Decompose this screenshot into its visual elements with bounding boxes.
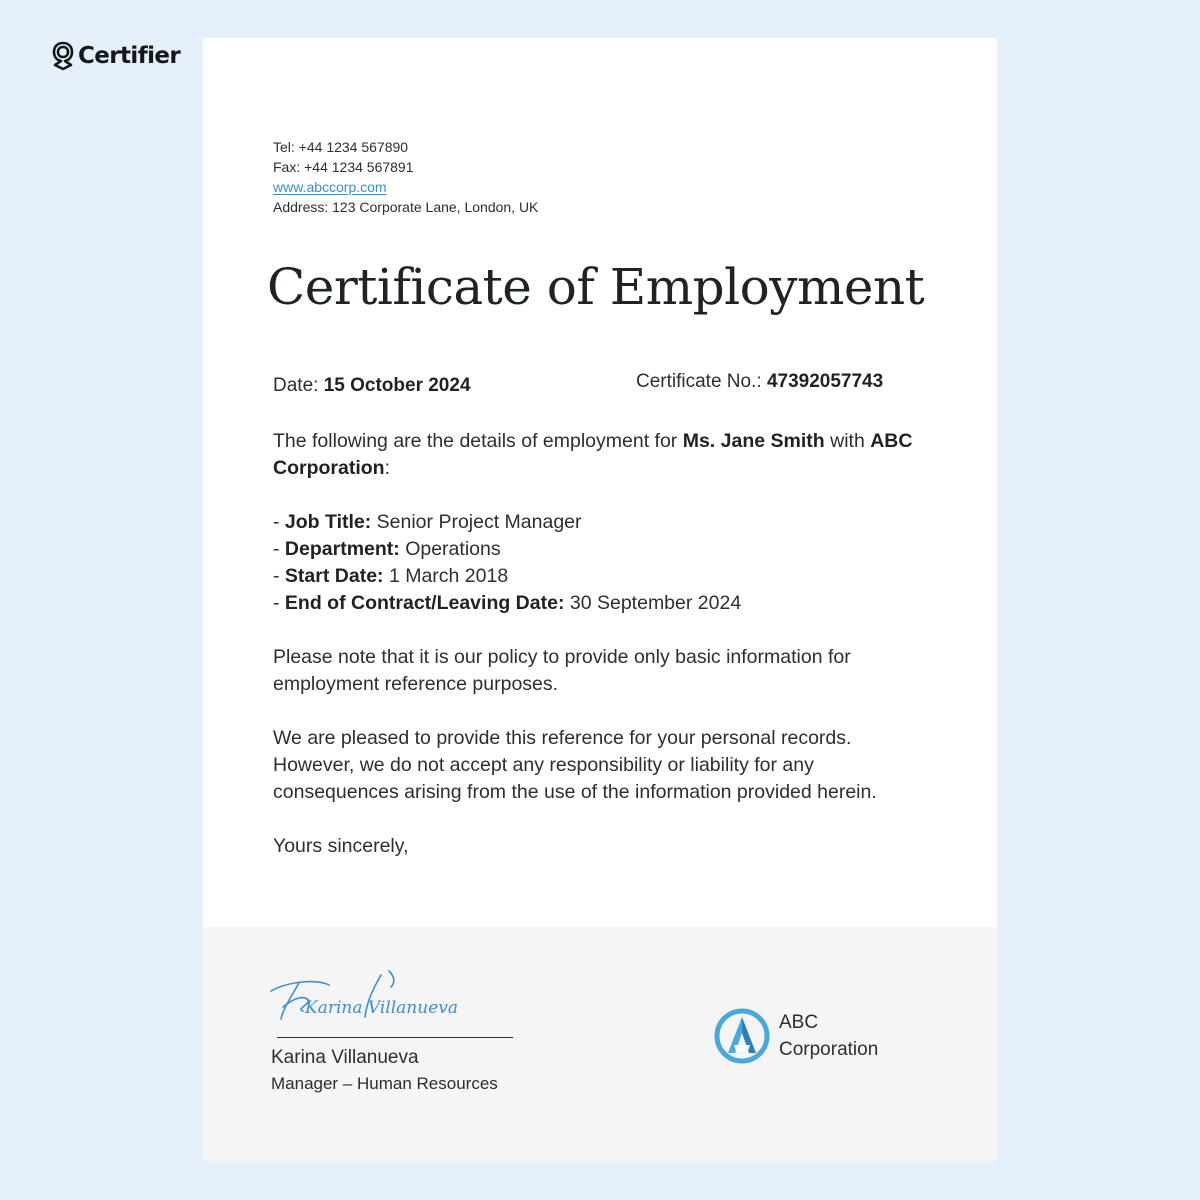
detail-value: Senior Project Manager	[376, 511, 582, 533]
page-title: Certificate of Employment	[267, 258, 925, 316]
abc-logo-icon	[713, 1007, 771, 1065]
letter-body	[273, 428, 933, 887]
detail-label: End of Contract/Leaving Date:	[284, 592, 565, 614]
intro-paragraph	[273, 428, 933, 482]
signer-name: Karina Villanueva	[271, 1047, 419, 1068]
closing: Yours sincerely,	[273, 835, 409, 857]
contact-address: Address: 123 Corporate Lane, London, UK	[273, 199, 539, 215]
contact-tel: Tel: +44 1234 567890	[273, 139, 409, 155]
detail-label: Start Date:	[284, 565, 384, 587]
detail-label: Department:	[284, 538, 400, 560]
signer-role: Manager – Human Resources	[271, 1074, 498, 1093]
certificate-value: 47392057743	[766, 371, 884, 392]
certificate-number	[636, 371, 883, 393]
organization-line2: Corporation	[779, 1039, 879, 1060]
contact-block	[273, 137, 538, 217]
disclaimer: We are pleased to provide this reference for your personal records. However, we do not accept any responsibility or liability for any consequences arising from the use of the information provided herein.	[273, 727, 877, 803]
company-name: ABC Corporation	[273, 430, 913, 479]
date-label: Date:	[273, 375, 319, 396]
date-value: 15 October 2024	[323, 375, 471, 396]
employee-name: Ms. Jane Smith	[682, 430, 825, 452]
policy-note: Please note that it is our policy to provide only basic information for employment reference purposes.	[273, 646, 851, 695]
details-list	[273, 509, 933, 617]
detail-item: - End of Contract/Leaving Date: 30 September 2024	[273, 592, 742, 614]
certifier-logo-icon	[52, 41, 74, 71]
brand-name: Certifier	[78, 43, 181, 69]
detail-item: - Start Date: 1 March 2018	[273, 565, 509, 587]
organization-name	[779, 1009, 878, 1063]
detail-item: - Department: Operations	[273, 538, 501, 560]
intro-text-middle: with	[830, 430, 865, 452]
detail-item: - Job Title: Senior Project Manager	[273, 511, 582, 533]
intro-text-after: :	[384, 457, 390, 479]
organization-logo	[713, 1007, 878, 1065]
signature-line	[277, 1037, 513, 1038]
website-link[interactable]: www.abccorp.com	[273, 179, 387, 195]
certificate-label: Certificate No.:	[636, 371, 762, 392]
detail-value: Operations	[405, 538, 501, 560]
signature-text: Karina Villanueva	[305, 998, 459, 1018]
certifier-brand	[52, 41, 180, 71]
intro-text-before: The following are the details of employment for	[273, 430, 678, 452]
detail-value: 1 March 2018	[388, 565, 509, 587]
signature-graphic	[269, 967, 499, 1027]
detail-label: Job Title:	[284, 511, 372, 533]
contact-fax: Fax: +44 1234 567891	[273, 159, 414, 175]
detail-value: 30 September 2024	[569, 592, 742, 614]
signature-footer	[203, 927, 997, 1161]
certificate-document	[203, 38, 997, 1161]
organization-line1: ABC	[779, 1012, 819, 1033]
issue-date	[273, 375, 471, 397]
